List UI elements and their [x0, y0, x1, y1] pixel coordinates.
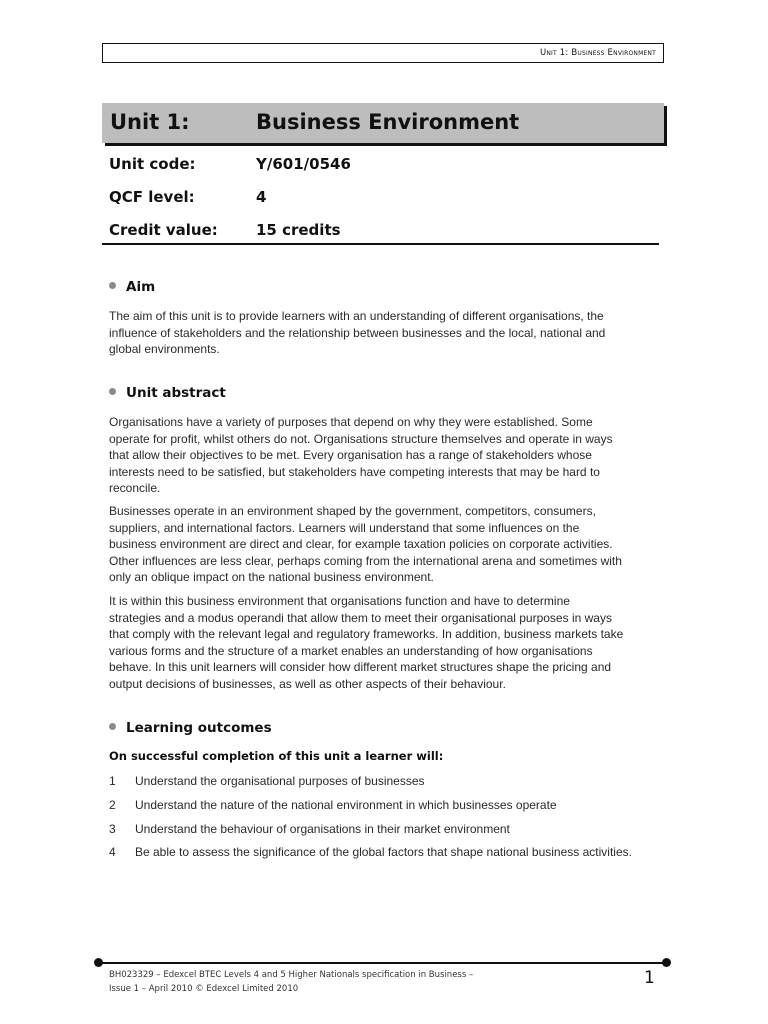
abstract-line: interests need to be satisfied, but stakeholders have competing interests that may be hard to [109, 464, 600, 479]
abstract-line: various forms and the structure of a market enables an understanding of how organisations [109, 643, 593, 658]
aim-line: The aim of this unit is to provide learners with an understanding of different organisations, the [109, 309, 604, 323]
learning-outcome-number: 3 [109, 822, 116, 836]
bullet-icon [109, 282, 116, 289]
abstract-line: behave. In this unit learners will consider how different market structures shape the pricing and [109, 660, 612, 674]
unit-abstract-heading [109, 385, 226, 401]
aim-line: influence of stakeholders and the relationship between businesses and the local, national and [109, 325, 606, 340]
unit-name: Business Environment [256, 110, 520, 134]
footer-text [109, 968, 473, 996]
aim-heading-text: Aim [126, 279, 156, 295]
unit-number: Unit 1: [110, 110, 190, 134]
aim-line: global environments. [109, 342, 220, 356]
abstract-line: business environment are direct and clear, for example taxation policies on corporate activities. [109, 537, 613, 551]
footer-line-2: Issue 1 – April 2010 © Edexcel Limited 2010 [109, 984, 299, 994]
abstract-line: operate for profit, whilst others do not. Organisations structure themselves and operate in ways [109, 431, 613, 446]
unit-title-bar [102, 103, 664, 143]
learning-outcome-number: 1 [109, 774, 116, 788]
abstract-paragraph-3 [109, 593, 669, 692]
abstract-line: that allow their objectives to be met. Every organisation has a range of stakeholders whose [109, 448, 592, 462]
meta-label: QCF level: [109, 188, 195, 206]
unit-abstract-heading-text: Unit abstract [126, 385, 226, 401]
abstract-line: Other influences are less clear, perhaps coming from the international arena and sometimes with [109, 553, 622, 568]
footer-dot-right [662, 958, 671, 967]
bullet-icon [109, 723, 116, 730]
running-header [102, 43, 664, 63]
abstract-line: reconcile. [109, 481, 161, 495]
aim-paragraph [109, 308, 669, 358]
aim-heading [109, 279, 155, 295]
meta-divider [102, 243, 659, 245]
footer-line-1: BH023329 – Edexcel BTEC Levels 4 and 5 Higher Nationals specification in Business – [109, 970, 474, 980]
meta-value: 15 credits [256, 221, 341, 239]
meta-value: 4 [256, 188, 267, 206]
abstract-line: Organisations have a variety of purposes that depend on why they were established. Some [109, 415, 593, 429]
learning-outcome-text: Be able to assess the significance of the global factors that shape national business activities. [135, 845, 632, 859]
meta-label: Credit value: [109, 221, 218, 239]
learning-outcomes-intro: On successful completion of this unit a learner will: [109, 749, 444, 763]
meta-label: Unit code: [109, 155, 196, 173]
running-header-title: Unit 1: Business Environment [539, 48, 656, 58]
learning-outcome-number: 2 [109, 798, 116, 812]
learning-outcome-number: 4 [109, 845, 116, 859]
learning-outcomes-heading [109, 720, 272, 736]
abstract-line: strategies and a modus operandi that allow them to meet their organisational purposes in ways [109, 610, 612, 625]
abstract-paragraph-1 [109, 414, 669, 497]
abstract-paragraph-2 [109, 503, 669, 586]
learning-outcome-text: Understand the behaviour of organisations in their market environment [135, 822, 510, 836]
abstract-line: output decisions of businesses, as well as other aspects of their behaviour. [109, 676, 506, 691]
meta-value: Y/601/0546 [256, 155, 351, 173]
abstract-line: that comply with the relevant legal and regulatory frameworks. In addition, business markets take [109, 627, 624, 641]
abstract-line: Businesses operate in an environment shaped by the government, competitors, consumers, [109, 504, 596, 518]
learning-outcomes-heading-text: Learning outcomes [126, 720, 272, 736]
learning-outcome-text: Understand the organisational purposes of businesses [135, 774, 425, 788]
footer-dot-left [94, 958, 103, 967]
bullet-icon [109, 388, 116, 395]
learning-outcome-text: Understand the nature of the national environment in which businesses operate [135, 798, 557, 812]
abstract-line: It is within this business environment that organisations function and have to determine [109, 594, 570, 608]
abstract-line: only an oblique impact on the national business environment. [109, 570, 434, 584]
page-number: 1 [644, 968, 655, 988]
abstract-line: suppliers, and international factors. Learners will understand that some influences on the [109, 520, 580, 535]
footer-divider [98, 962, 666, 964]
